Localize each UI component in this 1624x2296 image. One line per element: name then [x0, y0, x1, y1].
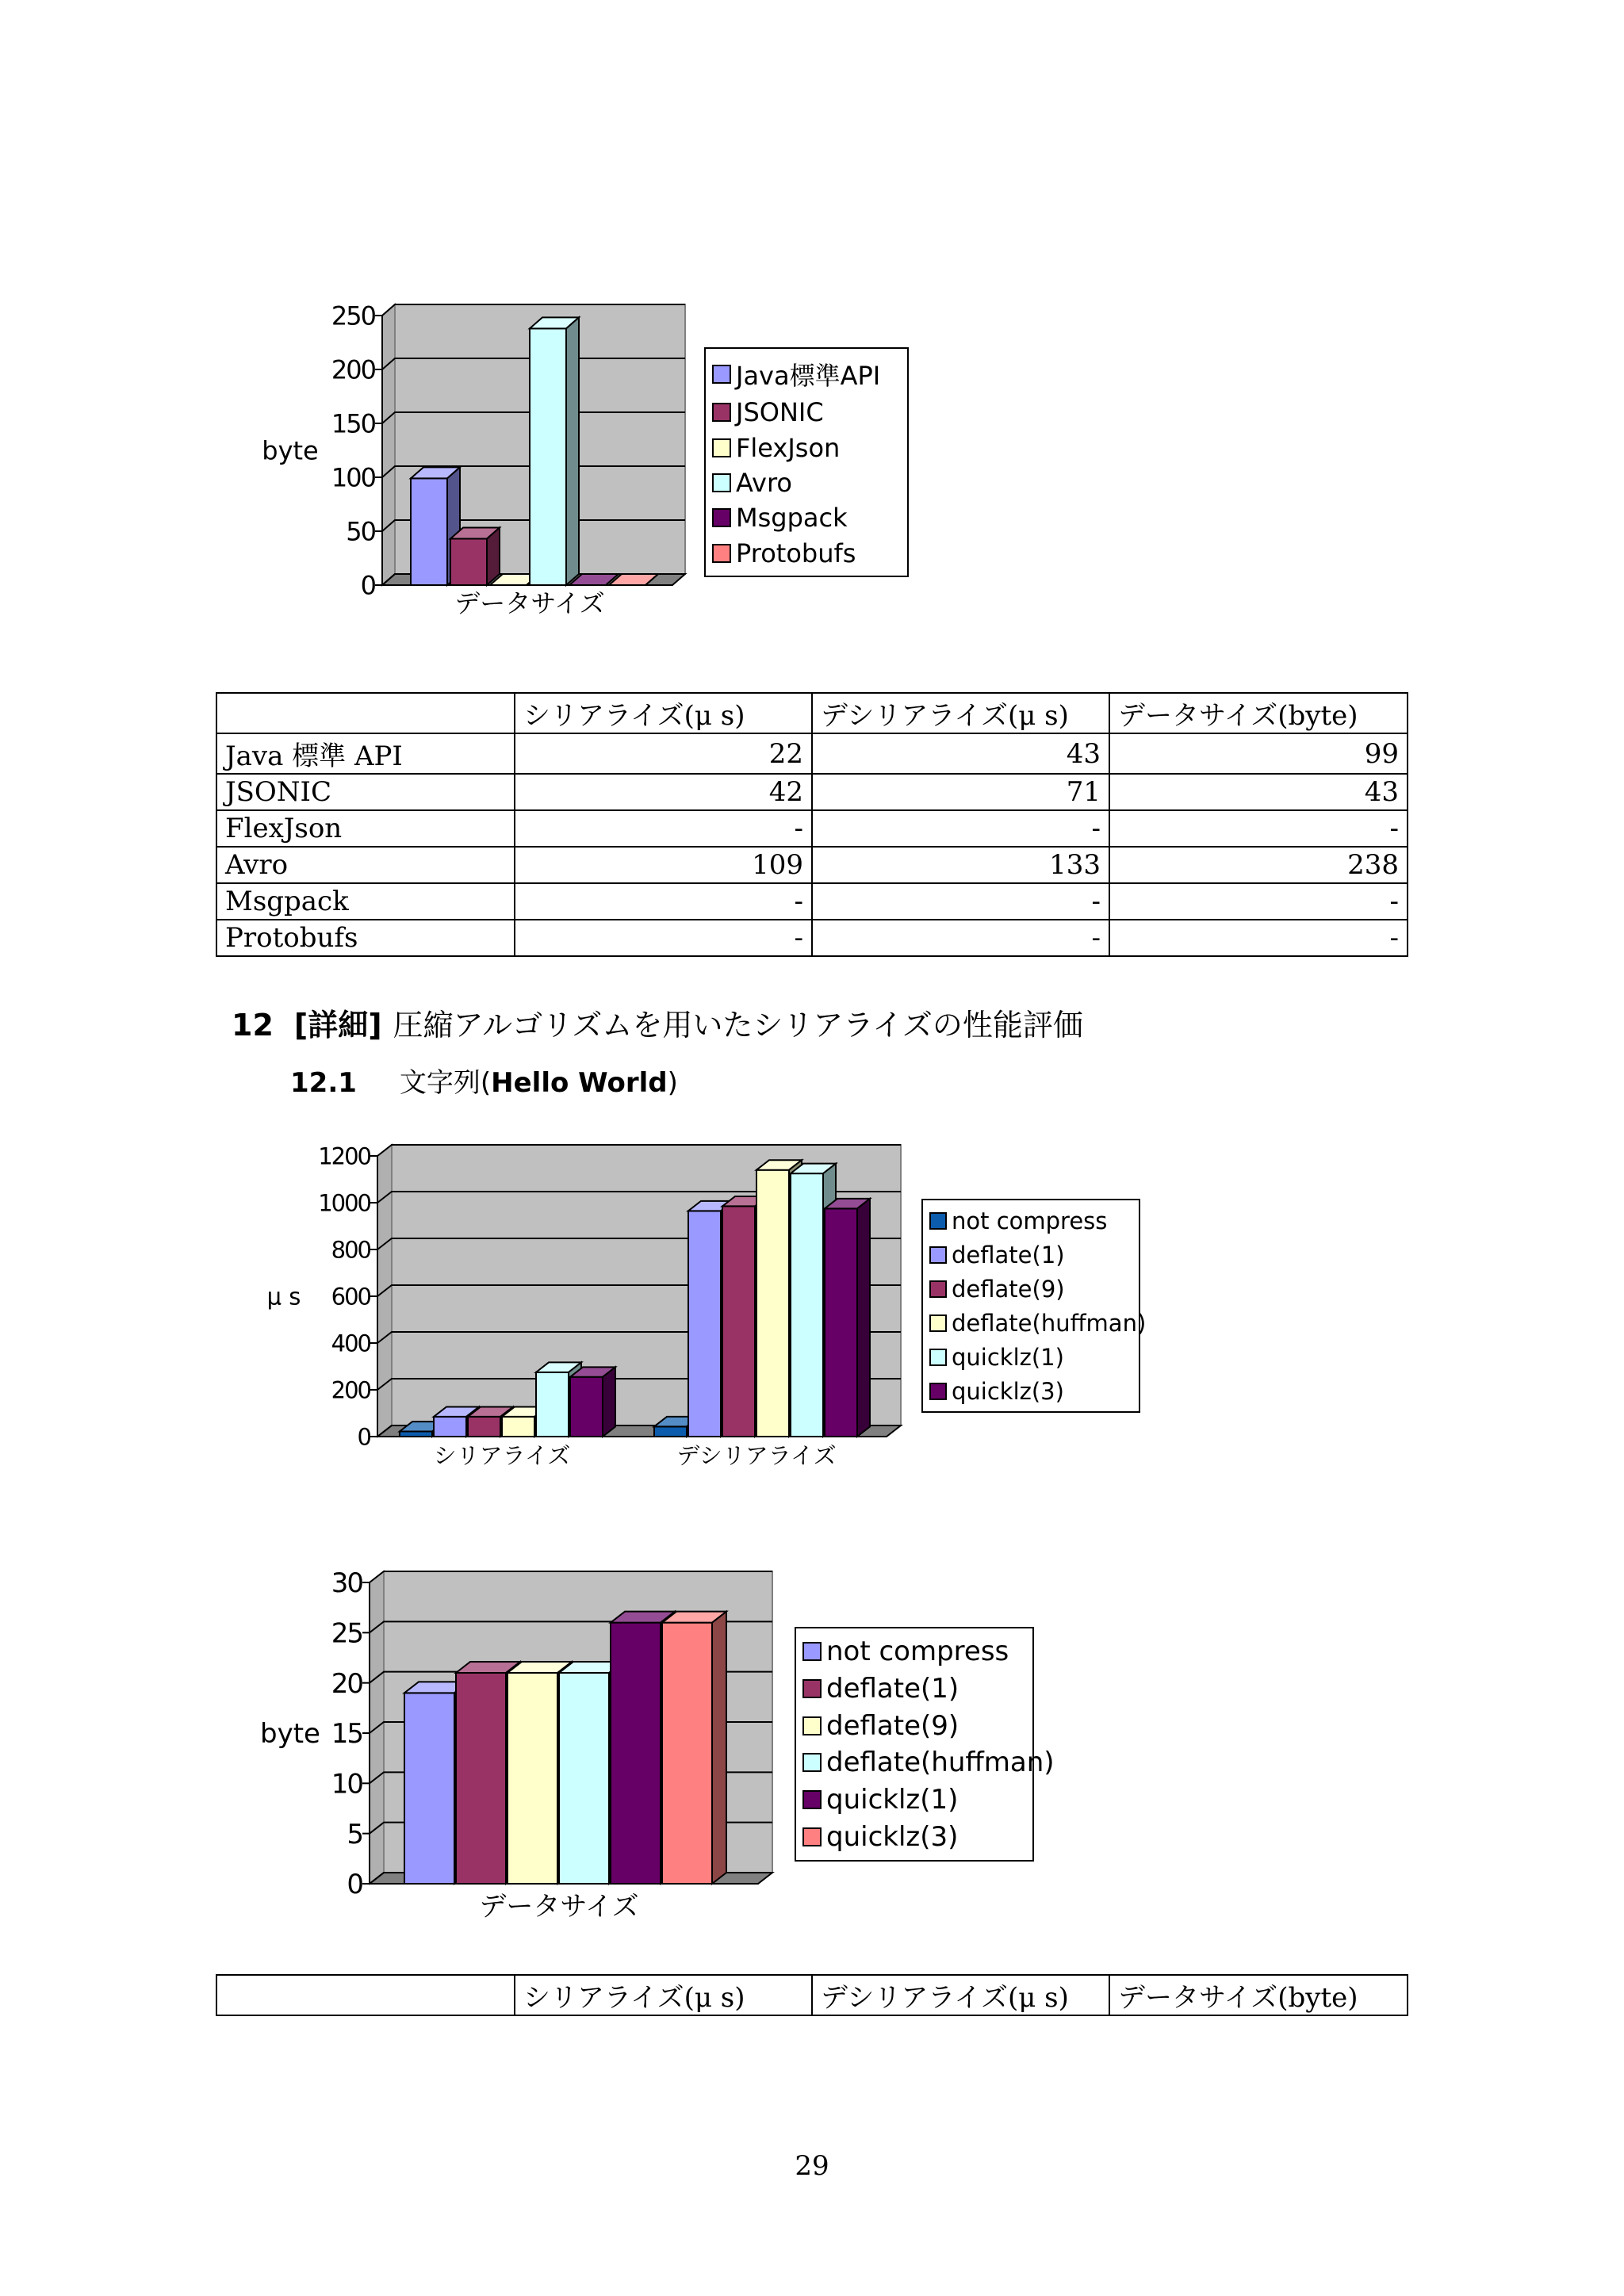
x-category-label: シリアライズ: [433, 1442, 571, 1469]
y-tick-label: 800: [331, 1236, 370, 1264]
y-tick-label: 25: [331, 1617, 362, 1650]
legend-swatch: [929, 1280, 947, 1298]
y-tick-label: 1000: [318, 1189, 370, 1217]
subsection-number: 12.1: [290, 1067, 357, 1099]
table-cell: 109: [515, 847, 812, 883]
legend-swatch: [802, 1642, 822, 1661]
row-label: FlexJson: [216, 810, 515, 847]
table-cell: -: [515, 810, 812, 847]
bar: [791, 1173, 823, 1437]
legend-entry: [802, 1673, 1026, 1705]
table-cell: 71: [812, 774, 1109, 810]
bar-side: [566, 317, 579, 585]
legend-label: deflate(9): [826, 1709, 959, 1742]
legend-entry: [712, 356, 901, 392]
legend-swatch: [802, 1827, 822, 1846]
legend-label: not compress: [826, 1636, 1009, 1668]
legend-label: FlexJson: [736, 432, 841, 463]
table-cell: -: [812, 920, 1109, 956]
legend-entry: [929, 1242, 1132, 1269]
legend-swatch: [929, 1349, 947, 1366]
legend-entry: [929, 1378, 1132, 1405]
y-tick-label: 15: [331, 1718, 362, 1751]
legend-entry: [802, 1784, 1026, 1816]
y-tick-label: 10: [331, 1768, 362, 1800]
section-number: 12: [232, 1008, 274, 1043]
table-row: [216, 883, 1408, 920]
y-tick-label: 50: [346, 516, 375, 547]
legend-label: quicklz(1): [952, 1343, 1064, 1371]
legend-entry: [802, 1821, 1026, 1853]
table-cell: -: [515, 920, 812, 956]
row-label: Java 標準 API: [216, 733, 515, 774]
legend-swatch: [802, 1716, 822, 1735]
y-axis-label: byte: [262, 435, 319, 466]
legend-swatch: [929, 1212, 947, 1230]
table-cell: -: [812, 810, 1109, 847]
legend-swatch: [712, 403, 731, 422]
bar: [654, 1426, 687, 1437]
y-tick-label: 200: [331, 1376, 370, 1404]
legend-label: JSONIC: [736, 397, 824, 428]
hello-world-time-chart: [0, 1110, 1624, 1490]
table-cell: 22: [515, 733, 812, 774]
bar: [825, 1208, 857, 1437]
table-header-cell: シリアライズ(μ s): [515, 693, 812, 733]
table-row: [216, 920, 1408, 956]
y-tick-label: 0: [357, 1423, 370, 1451]
bar-side: [857, 1199, 870, 1437]
row-label: Protobufs: [216, 920, 515, 956]
y-tick-label: 600: [331, 1283, 370, 1311]
bar: [502, 1417, 534, 1437]
y-tick-label: 5: [347, 1818, 362, 1850]
bar: [662, 1623, 712, 1884]
data-size-chart-legend: [704, 347, 909, 577]
x-category-label: デシリアライズ: [676, 1442, 837, 1469]
legend-label: deflate(1): [952, 1241, 1065, 1269]
table-row: [216, 774, 1408, 810]
legend-entry: [929, 1207, 1132, 1234]
table-cell: -: [1109, 920, 1408, 956]
subsection-title-bold: Hello World: [491, 1067, 668, 1099]
subsection-title-prefix: 文字列(: [399, 1067, 492, 1099]
x-category-label: データサイズ: [479, 1891, 639, 1923]
section-title: 圧縮アルゴリズムを用いたシリアライズの性能評価: [393, 1008, 1083, 1043]
legend-label: Java標準API: [736, 361, 881, 392]
legend-label: quicklz(3): [826, 1820, 959, 1853]
table-header-cell: デシリアライズ(μ s): [812, 1975, 1109, 2015]
legend-swatch: [929, 1383, 947, 1400]
y-tick-label: 30: [331, 1567, 362, 1600]
legend-entry: [802, 1747, 1055, 1779]
row-label: Msgpack: [216, 883, 515, 920]
table-cell: 99: [1109, 733, 1408, 774]
legend-swatch: [802, 1753, 822, 1772]
legend-swatch: [802, 1679, 822, 1698]
legend-entry: [712, 503, 901, 533]
table-cell: 43: [1109, 774, 1408, 810]
table-header-row: [216, 693, 1408, 733]
table-cell: 42: [515, 774, 812, 810]
legend-swatch: [712, 473, 731, 492]
table-row: [216, 733, 1408, 774]
hello-world-results-table: [216, 1974, 1408, 2016]
bar: [530, 328, 566, 585]
legend-entry: [712, 397, 901, 427]
legend-entry: [712, 468, 901, 498]
bar-side: [712, 1612, 726, 1884]
y-tick-label: 0: [347, 1869, 362, 1901]
bar: [756, 1170, 789, 1437]
legend-entry: [929, 1344, 1132, 1371]
x-category-label: データサイズ: [454, 588, 605, 618]
legend-swatch: [712, 508, 731, 527]
legend-label: quicklz(1): [826, 1783, 959, 1816]
bar: [468, 1417, 500, 1437]
legend-swatch: [929, 1314, 947, 1332]
legend-label: Protobufs: [736, 538, 856, 568]
legend-swatch: [712, 438, 731, 457]
bar: [570, 1377, 603, 1437]
y-axis-label: byte: [260, 1718, 320, 1751]
subsection-heading: [290, 1061, 678, 1100]
legend-label: Msgpack: [736, 503, 848, 534]
table-cell: -: [812, 883, 1109, 920]
table-cell: -: [1109, 810, 1408, 847]
legend-entry: [712, 538, 901, 568]
y-tick-label: 100: [331, 462, 375, 493]
y-tick-label: 400: [331, 1330, 370, 1357]
row-label: Avro: [216, 847, 515, 883]
legend-swatch: [712, 365, 731, 384]
table-header-row: [216, 1975, 1408, 2015]
legend-swatch: [929, 1246, 947, 1264]
y-tick-label: 150: [331, 408, 375, 439]
legend-label: quicklz(3): [952, 1377, 1064, 1405]
y-tick-label: 0: [360, 570, 375, 601]
section-heading: [232, 1001, 1083, 1044]
bar-side: [487, 528, 500, 585]
table-cell: -: [1109, 883, 1408, 920]
table-header-cell: [216, 693, 515, 733]
bar: [688, 1211, 721, 1437]
table-row: [216, 847, 1408, 883]
page-number: 29: [795, 2150, 829, 2182]
legend-entry: [929, 1309, 1147, 1337]
bar: [411, 478, 447, 585]
y-tick-label: 20: [331, 1667, 362, 1700]
table-cell: 43: [812, 733, 1109, 774]
serializer-results-table: [216, 692, 1408, 957]
bar: [450, 539, 487, 585]
table-row: [216, 810, 1408, 847]
bar: [536, 1372, 569, 1437]
legend-entry: [712, 433, 901, 463]
legend-entry: [929, 1276, 1132, 1303]
legend-label: not compress: [952, 1207, 1108, 1234]
hello-world-time-chart-legend: [921, 1199, 1147, 1413]
table-header-cell: データサイズ(byte): [1109, 693, 1408, 733]
bar: [434, 1417, 466, 1437]
table-header-cell: [216, 1975, 515, 2015]
section-tag: [詳細]: [293, 1008, 382, 1043]
table-cell: 238: [1109, 847, 1408, 883]
bar: [611, 1623, 661, 1884]
bar: [508, 1673, 557, 1884]
legend-label: deflate(1): [826, 1672, 959, 1705]
bar: [456, 1673, 506, 1884]
plot-side-wall: [382, 304, 395, 585]
table-header-cell: シリアライズ(μ s): [515, 1975, 812, 2015]
y-axis-label: μ s: [266, 1283, 301, 1311]
row-label: JSONIC: [216, 774, 515, 810]
table-cell: 133: [812, 847, 1109, 883]
bar: [722, 1206, 755, 1437]
legend-swatch: [712, 544, 731, 563]
hello-world-size-chart-legend: [795, 1627, 1055, 1862]
bar: [559, 1673, 609, 1884]
bar-side: [603, 1367, 615, 1437]
table-cell: -: [515, 883, 812, 920]
legend-label: deflate(9): [952, 1275, 1065, 1303]
legend-label: deflate(huffman): [952, 1309, 1147, 1337]
table-header-cell: デシリアライズ(μ s): [812, 693, 1109, 733]
y-tick-label: 250: [331, 300, 375, 331]
table-header-cell: データサイズ(byte): [1109, 1975, 1408, 2015]
bar: [404, 1693, 454, 1884]
y-tick-label: 200: [331, 354, 375, 385]
y-tick-label: 1200: [318, 1142, 370, 1170]
legend-swatch: [802, 1790, 822, 1809]
subsection-title-suffix: ): [667, 1067, 678, 1099]
legend-label: deflate(huffman): [826, 1747, 1055, 1779]
legend-entry: [802, 1710, 1026, 1742]
legend-label: Avro: [736, 468, 792, 499]
legend-entry: [802, 1636, 1026, 1667]
